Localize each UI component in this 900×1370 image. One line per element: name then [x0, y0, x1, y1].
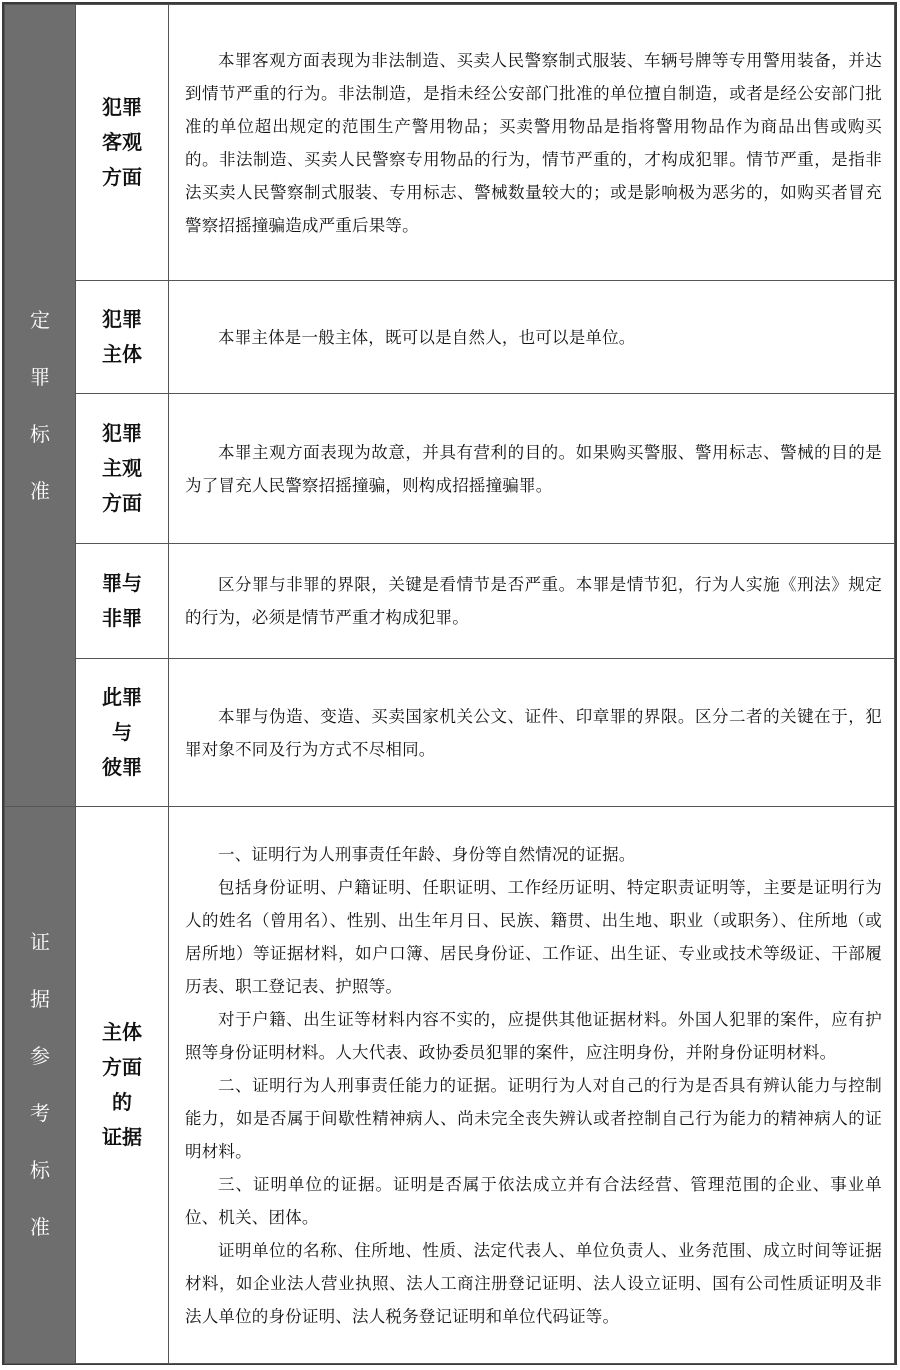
content-paragraph: 本罪主观方面表现为故意，并具有营利的目的。如果购买警服、警用标志、警械的目的是为了冒充人民警察招摇撞骗，则构成招摇撞骗罪。	[185, 442, 882, 495]
content-paragraph: 本罪主体是一般主体，既可以是自然人，也可以是单位。	[218, 327, 636, 347]
table-row	[5, 394, 895, 544]
row-label-line: 方面	[102, 491, 142, 515]
row-label-line: 犯罪	[102, 307, 142, 331]
table-row	[5, 659, 895, 807]
criteria-table	[4, 4, 895, 1364]
content-paragraph: 本罪与伪造、变造、买卖国家机关公文、证件、印章罪的界限。区分二者的关键在于，犯罪对象不同及行为方式不尽相同。	[185, 706, 882, 759]
row-label-line: 犯罪	[102, 421, 142, 445]
section-char: 标	[30, 421, 50, 446]
content-paragraph: 二、证明行为人刑事责任能力的证据。证明行为人对自己的行为是否具有辨认能力与控制能力，如是否属于间歇性精神病人、尚未完全丧失辨认或者控制自己行为能力的精神病人的证明材料。	[185, 1075, 882, 1161]
section-char: 定	[30, 307, 50, 332]
row-content-subject	[169, 281, 895, 394]
content-paragraph: 本罪客观方面表现为非法制造、买卖人民警察制式服装、车辆号牌等专用警用装备，并达到情节严重的行为。非法制造，是指未经公安部门批准的单位擅自制造，或者是经公安部门批准的单位超出规定的范围生产警用物品；买卖警用物品是指将警用物品作为商品出售或购买的。非法制造、买卖人民警察专用物品的行为，情节严重的，才构成犯罪。情节严重，是指非法买卖人民警察制式服装、专用标志、警械数量较大的；或是影响极为恶劣的，如购买者冒充警察招摇撞骗造成严重后果等。	[185, 50, 882, 235]
row-label-line: 主体	[102, 342, 142, 366]
criteria-table-sheet	[2, 2, 897, 1365]
row-label-line: 主观	[102, 456, 142, 480]
section-char: 准	[30, 1215, 50, 1239]
row-label-crime-vs-noncrime	[76, 544, 169, 659]
section-header-conviction-standard	[5, 5, 76, 807]
row-content-crime-vs-noncrime	[169, 544, 895, 659]
content-paragraph: 区分罪与非罪的界限，关键是看情节是否严重。本罪是情节犯，行为人实施《刑法》规定的行为，必须是情节严重才构成犯罪。	[185, 575, 882, 627]
section-char: 参	[30, 1044, 50, 1068]
section-char: 证	[30, 930, 50, 954]
row-label-subject-evidence	[76, 807, 169, 1364]
section-header-evidence-reference	[5, 807, 76, 1364]
row-label-line: 客观	[102, 130, 142, 154]
row-label-line: 犯罪	[102, 95, 142, 119]
table-row	[5, 5, 895, 281]
row-label-subject	[76, 281, 169, 394]
section-char: 考	[30, 1101, 50, 1125]
content-paragraph: 一、证明行为人刑事责任年龄、身份等自然情况的证据。	[218, 844, 636, 864]
section-char: 准	[30, 478, 50, 503]
section-char: 据	[30, 987, 50, 1011]
content-paragraph: 包括身份证明、户籍证明、任职证明、工作经历证明、特定职责证明等，主要是证明行为人的姓名（曾用名）、性别、出生年月日、民族、籍贯、出生地、职业（或职务）、住所地（或居所地）等证据材料，如户口簿、居民身份证、工作证、出生证、专业或技术等级证、干部履历表、职工登记表、护照等。	[185, 877, 882, 996]
row-label-line: 证据	[102, 1125, 142, 1149]
row-label-line: 方面	[102, 165, 142, 189]
table-row	[5, 807, 895, 1364]
section-char: 标	[30, 1158, 50, 1182]
row-label-objective-aspect	[76, 5, 169, 281]
row-label-line: 方面	[102, 1055, 142, 1079]
row-label-this-vs-that-crime	[76, 659, 169, 807]
row-label-line: 罪与	[102, 571, 142, 595]
row-label-line: 的	[112, 1090, 132, 1114]
table-row	[5, 281, 895, 394]
row-content-objective-aspect	[169, 5, 895, 281]
content-paragraph: 对于户籍、出生证等材料内容不实的，应提供其他证据材料。外国人犯罪的案件，应有护照等身份证明材料。人大代表、政协委员犯罪的案件，应注明身份，并附身份证明材料。	[185, 1009, 882, 1062]
content-paragraph: 三、证明单位的证据。证明是否属于依法成立并有合法经营、管理范围的企业、事业单位、机关、团体。	[185, 1174, 882, 1227]
row-label-line: 主体	[102, 1020, 142, 1044]
table-row	[5, 544, 895, 659]
section-char: 罪	[30, 364, 50, 389]
row-label-line: 此罪	[102, 685, 142, 709]
row-label-subjective-aspect	[76, 394, 169, 544]
row-label-line: 非罪	[102, 606, 142, 630]
row-label-line: 彼罪	[102, 755, 142, 779]
content-paragraph: 证明单位的名称、住所地、性质、法定代表人、单位负责人、业务范围、成立时间等证据材料，如企业法人营业执照、法人工商注册登记证明、法人设立证明、国有公司性质证明及非法人单位的身份证明、法人税务登记证明和单位代码证等。	[185, 1240, 882, 1326]
row-label-line: 与	[112, 720, 132, 744]
row-content-this-vs-that-crime	[169, 659, 895, 807]
row-content-subjective-aspect	[169, 394, 895, 544]
row-content-subject-evidence	[169, 807, 895, 1364]
